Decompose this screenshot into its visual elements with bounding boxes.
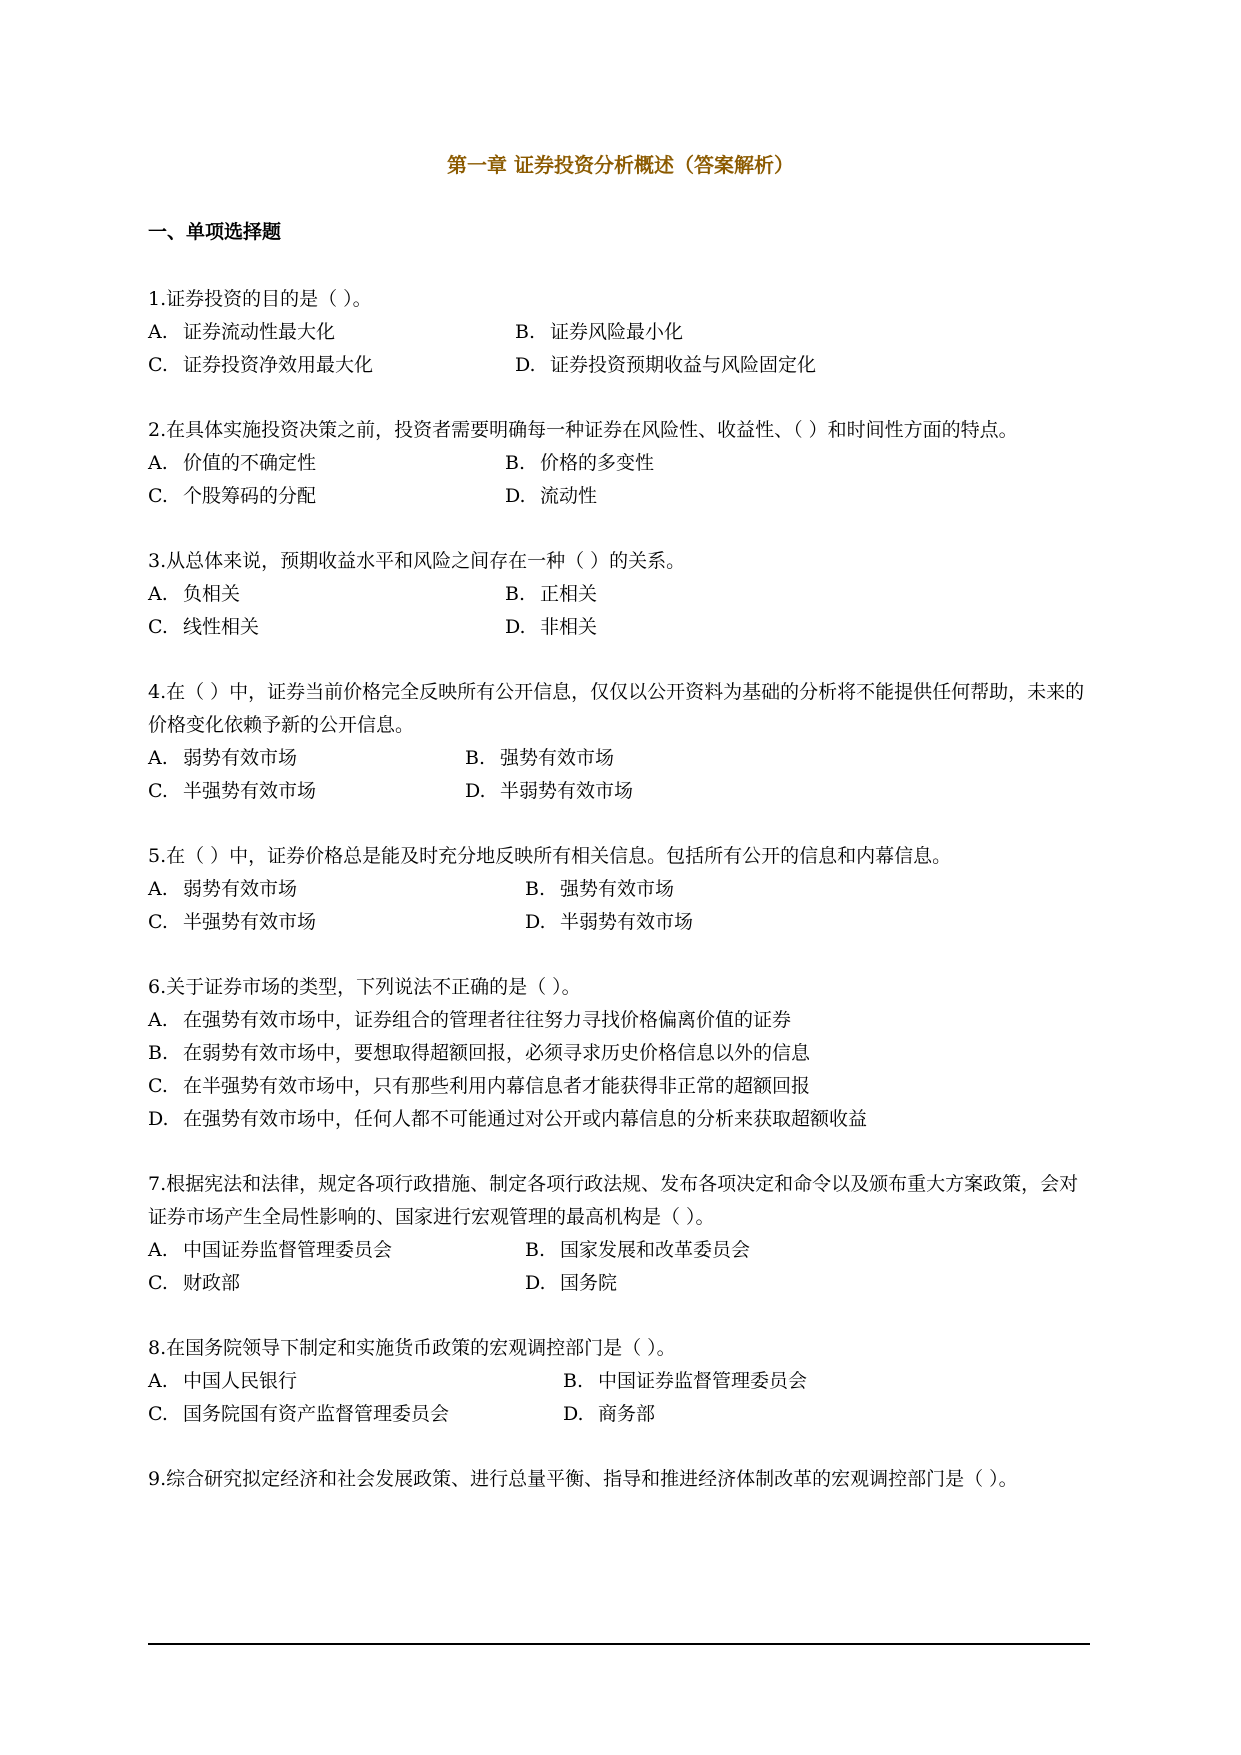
option-letter: D. bbox=[525, 911, 546, 933]
option-c bbox=[148, 1398, 563, 1431]
option-letter: B. bbox=[505, 452, 526, 474]
question-stem: 2.在具体实施投资决策之前，投资者需要明确每一种证券在风险性、收益性、（ ）和时间性方面的特点。 bbox=[148, 419, 1018, 441]
option-c bbox=[148, 349, 515, 382]
option-b bbox=[148, 1037, 810, 1070]
option-row bbox=[148, 447, 1098, 480]
option-letter: B. bbox=[563, 1370, 584, 1392]
option-letter: A. bbox=[148, 452, 168, 474]
option-text: 负相关 bbox=[183, 583, 241, 605]
option-row bbox=[148, 775, 1098, 808]
option-letter: C. bbox=[148, 1075, 168, 1097]
option-row bbox=[148, 611, 1098, 644]
footer-divider bbox=[148, 1643, 1090, 1645]
option-text: 半强势有效市场 bbox=[183, 780, 317, 802]
option-text: 在强势有效市场中，证券组合的管理者往往努力寻找价格偏离价值的证券 bbox=[183, 1009, 792, 1031]
option-letter: C. bbox=[148, 911, 168, 933]
option-b bbox=[505, 447, 654, 480]
option-row bbox=[148, 906, 1098, 939]
option-text: 证券投资预期收益与风险固定化 bbox=[550, 354, 817, 376]
options bbox=[148, 873, 1098, 939]
option-row bbox=[148, 1103, 1098, 1136]
option-a bbox=[148, 316, 515, 349]
option-text: 非相关 bbox=[540, 616, 598, 638]
option-text: 在半强势有效市场中，只有那些利用内幕信息者才能获得非正常的超额回报 bbox=[183, 1075, 811, 1097]
option-row bbox=[148, 316, 1098, 349]
options bbox=[148, 742, 1098, 808]
option-letter: B. bbox=[525, 1239, 546, 1261]
option-letter: D. bbox=[505, 616, 526, 638]
question-6 bbox=[148, 971, 1098, 1136]
option-letter: D. bbox=[525, 1272, 546, 1294]
option-letter: C. bbox=[148, 354, 168, 376]
option-row bbox=[148, 1037, 1098, 1070]
question-stem: 5.在（ ）中，证券价格总是能及时充分地反映所有相关信息。包括所有公开的信息和内幕信息。 bbox=[148, 845, 952, 867]
option-letter: D. bbox=[563, 1403, 584, 1425]
option-text: 个股筹码的分配 bbox=[183, 485, 317, 507]
question-2 bbox=[148, 414, 1098, 513]
option-b bbox=[515, 316, 683, 349]
section-heading: 一、单项选择题 bbox=[148, 221, 282, 243]
option-row bbox=[148, 1234, 1098, 1267]
option-b bbox=[465, 742, 614, 775]
option-letter: D. bbox=[505, 485, 526, 507]
option-text: 证券流动性最大化 bbox=[183, 321, 336, 343]
option-text: 证券投资净效用最大化 bbox=[183, 354, 374, 376]
option-c bbox=[148, 775, 465, 808]
option-row bbox=[148, 349, 1098, 382]
option-letter: A. bbox=[148, 321, 168, 343]
option-text: 价值的不确定性 bbox=[183, 452, 317, 474]
options bbox=[148, 447, 1098, 513]
page-title: 第一章 证券投资分析概述（答案解析） bbox=[447, 153, 794, 177]
option-d bbox=[515, 349, 816, 382]
option-letter: C. bbox=[148, 780, 168, 802]
option-letter: C. bbox=[148, 616, 168, 638]
option-d bbox=[505, 611, 597, 644]
option-a bbox=[148, 742, 465, 775]
option-text: 半强势有效市场 bbox=[183, 911, 317, 933]
option-d bbox=[465, 775, 633, 808]
option-letter: C. bbox=[148, 1272, 168, 1294]
option-b bbox=[563, 1365, 807, 1398]
option-a bbox=[148, 1004, 791, 1037]
option-letter: A. bbox=[148, 1239, 168, 1261]
option-letter: B. bbox=[515, 321, 536, 343]
option-text: 商务部 bbox=[598, 1403, 656, 1425]
question-stem: 6.关于证券市场的类型，下列说法不正确的是（ ）。 bbox=[148, 976, 581, 998]
option-c bbox=[148, 480, 505, 513]
question-5 bbox=[148, 840, 1098, 939]
option-row bbox=[148, 480, 1098, 513]
option-text: 国务院国有资产监督管理委员会 bbox=[183, 1403, 450, 1425]
option-a bbox=[148, 447, 505, 480]
option-text: 在强势有效市场中，任何人都不可能通过对公开或内幕信息的分析来获取超额收益 bbox=[183, 1108, 868, 1130]
option-text: 中国证券监督管理委员会 bbox=[183, 1239, 393, 1261]
question-4 bbox=[148, 676, 1098, 808]
question-1 bbox=[148, 283, 1098, 382]
question-7 bbox=[148, 1168, 1098, 1300]
option-letter: C. bbox=[148, 485, 168, 507]
question-3 bbox=[148, 545, 1098, 644]
question-list bbox=[148, 283, 1098, 1528]
option-c bbox=[148, 906, 525, 939]
option-letter: B. bbox=[148, 1042, 169, 1064]
option-row bbox=[148, 1004, 1098, 1037]
option-letter: D. bbox=[465, 780, 486, 802]
option-text: 价格的多变性 bbox=[540, 452, 655, 474]
option-letter: B. bbox=[505, 583, 526, 605]
options bbox=[148, 578, 1098, 644]
option-text: 中国人民银行 bbox=[183, 1370, 298, 1392]
option-a bbox=[148, 578, 505, 611]
option-text: 中国证券监督管理委员会 bbox=[598, 1370, 808, 1392]
question-stem: 1.证券投资的目的是（ ）。 bbox=[148, 288, 372, 310]
option-a bbox=[148, 1365, 563, 1398]
option-d bbox=[525, 1267, 617, 1300]
question-8 bbox=[148, 1332, 1098, 1431]
option-text: 财政部 bbox=[183, 1272, 241, 1294]
option-b bbox=[525, 1234, 750, 1267]
option-c bbox=[148, 1070, 810, 1103]
option-text: 国家发展和改革委员会 bbox=[560, 1239, 751, 1261]
option-text: 弱势有效市场 bbox=[183, 878, 298, 900]
option-text: 证券风险最小化 bbox=[550, 321, 684, 343]
question-stem: 4.在（ ）中，证券当前价格完全反映所有公开信息，仅仅以公开资料为基础的分析将不能提供任何帮助，未来的价格变化依赖予新的公开信息。 bbox=[148, 681, 1085, 736]
option-letter: B. bbox=[525, 878, 546, 900]
option-d bbox=[148, 1103, 867, 1136]
option-letter: A. bbox=[148, 878, 168, 900]
option-b bbox=[505, 578, 597, 611]
option-text: 在弱势有效市场中，要想取得超额回报，必须寻求历史价格信息以外的信息 bbox=[183, 1042, 811, 1064]
option-text: 正相关 bbox=[540, 583, 598, 605]
option-text: 线性相关 bbox=[183, 616, 260, 638]
option-text: 半弱势有效市场 bbox=[560, 911, 694, 933]
option-d bbox=[563, 1398, 655, 1431]
question-stem: 9.综合研究拟定经济和社会发展政策、进行总量平衡、指导和推进经济体制改革的宏观调控部门是（ ）。 bbox=[148, 1468, 1018, 1490]
option-row bbox=[148, 742, 1098, 775]
option-text: 流动性 bbox=[540, 485, 598, 507]
option-d bbox=[525, 906, 693, 939]
option-letter: A. bbox=[148, 1009, 168, 1031]
question-stem: 8.在国务院领导下制定和实施货币政策的宏观调控部门是（ ）。 bbox=[148, 1337, 676, 1359]
option-letter: D. bbox=[148, 1108, 169, 1130]
option-letter: A. bbox=[148, 583, 168, 605]
option-letter: D. bbox=[515, 354, 536, 376]
option-text: 半弱势有效市场 bbox=[500, 780, 634, 802]
options bbox=[148, 1365, 1098, 1431]
option-b bbox=[525, 873, 674, 906]
options bbox=[148, 316, 1098, 382]
option-row bbox=[148, 1267, 1098, 1300]
option-a bbox=[148, 873, 525, 906]
option-a bbox=[148, 1234, 525, 1267]
option-text: 强势有效市场 bbox=[560, 878, 675, 900]
option-d bbox=[505, 480, 597, 513]
option-letter: C. bbox=[148, 1403, 168, 1425]
option-c bbox=[148, 1267, 525, 1300]
question-stem: 3.从总体来说，预期收益水平和风险之间存在一种（ ）的关系。 bbox=[148, 550, 686, 572]
options bbox=[148, 1234, 1098, 1300]
option-row bbox=[148, 873, 1098, 906]
question-9 bbox=[148, 1463, 1098, 1496]
option-row bbox=[148, 578, 1098, 611]
question-stem: 7.根据宪法和法律，规定各项行政措施、制定各项行政法规、发布各项决定和命令以及颁布重大方案政策，会对证券市场产生全局性影响的、国家进行宏观管理的最高机构是（ ）。 bbox=[148, 1173, 1079, 1228]
option-letter: A. bbox=[148, 1370, 168, 1392]
option-text: 强势有效市场 bbox=[500, 747, 615, 769]
option-row bbox=[148, 1398, 1098, 1431]
option-row bbox=[148, 1070, 1098, 1103]
option-c bbox=[148, 611, 505, 644]
option-letter: A. bbox=[148, 747, 168, 769]
option-text: 国务院 bbox=[560, 1272, 618, 1294]
option-letter: B. bbox=[465, 747, 486, 769]
option-row bbox=[148, 1365, 1098, 1398]
option-text: 弱势有效市场 bbox=[183, 747, 298, 769]
options bbox=[148, 1004, 1098, 1136]
